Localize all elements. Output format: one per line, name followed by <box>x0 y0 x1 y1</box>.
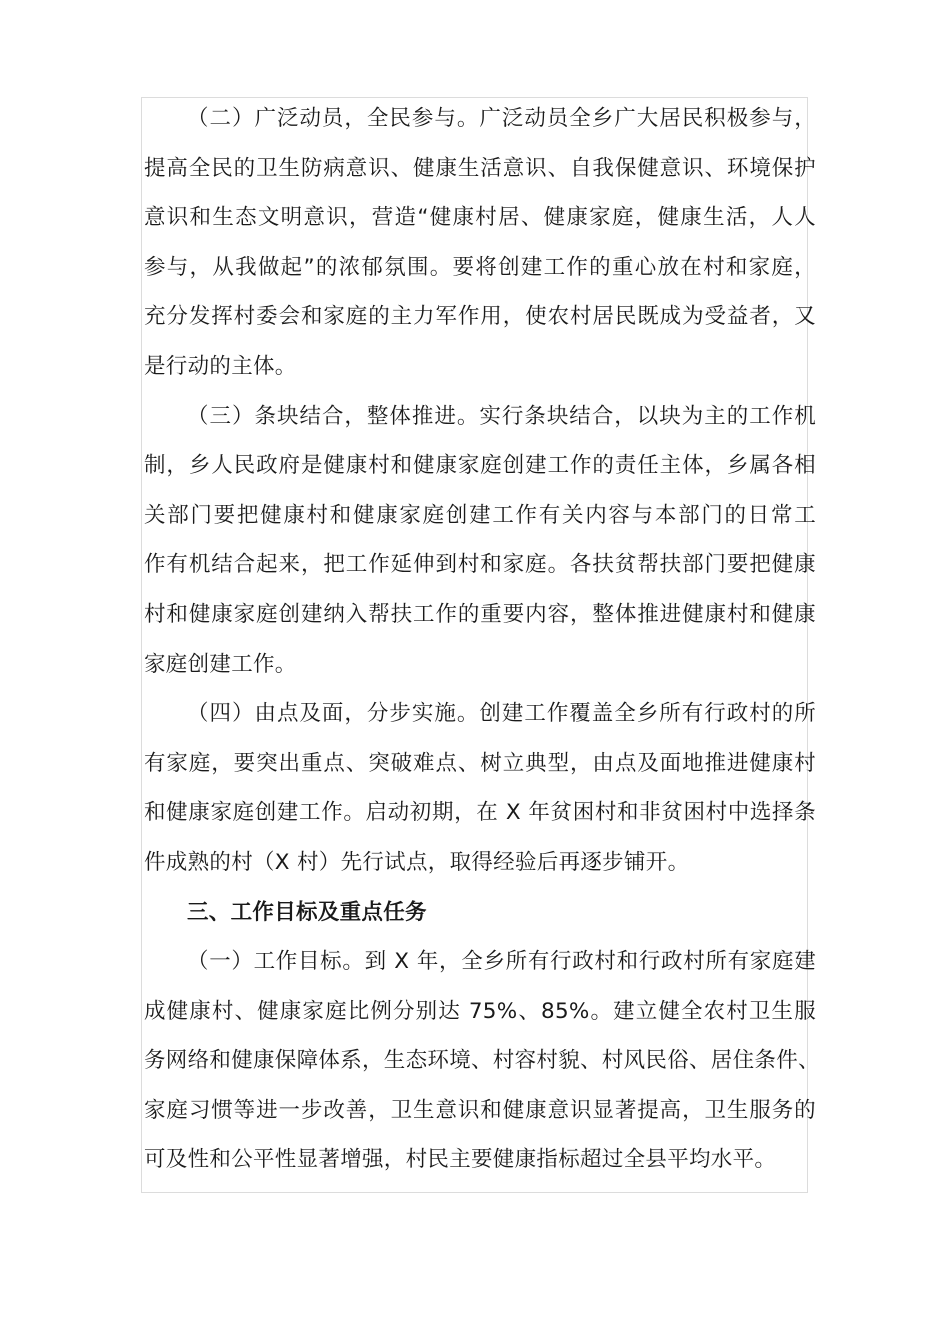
paragraph-integration <box>144 392 816 690</box>
text-line: 有家庭，要突出重点、突破难点、树立典型，由点及面地推进健康村 <box>144 750 816 776</box>
paragraph-goals <box>144 937 820 1185</box>
text-line: （四）由点及面，分步实施。创建工作覆盖全乡所有行政村的所 <box>187 701 816 727</box>
text-line: （二）广泛动员，全民参与。广泛动员全乡广大居民积极参与， <box>187 106 816 131</box>
text-line: （三）条块结合，整体推进。实行条块结合，以块为主的工作机 <box>187 403 816 429</box>
text-line: 意识和生态文明意识，营造“健康村居、健康家庭，健康生活，人人 <box>144 205 816 231</box>
text-line: （一）工作目标。到 X 年，全乡所有行政村和行政村所有家庭建 <box>187 949 816 975</box>
text-line: 充分发挥村委会和家庭的主力军作用，使农村居民既成为受益者，又 <box>144 304 816 330</box>
paragraph-mobilization <box>144 94 816 392</box>
text-line: 务网络和健康保障体系，生态环境、村容村貌、村风民俗、居住条件、 <box>144 1048 820 1074</box>
text-line: 参与，从我做起”的浓郁氛围。要将创建工作的重心放在村和家庭， <box>144 254 816 280</box>
text-line: 关部门要把健康村和健康家庭创建工作有关内容与本部门的日常工 <box>144 502 816 528</box>
document-body <box>144 94 820 1185</box>
text-line: 成健康村、健康家庭比例分别达 75%、85%。建立健全农村卫生服 <box>144 998 816 1024</box>
paragraph-pilot <box>144 689 816 887</box>
text-line: 可及性和公平性显著增强，村民主要健康指标超过全县平均水平。 <box>144 1147 777 1173</box>
text-line: 家庭习惯等进一步改善，卫生意识和健康意识显著提高，卫生服务的 <box>144 1097 816 1123</box>
text-line: 作有机结合起来，把工作延伸到村和家庭。各扶贫帮扶部门要把健康 <box>144 552 816 578</box>
text-line: 村和健康家庭创建纳入帮扶工作的重要内容，整体推进健康村和健康 <box>144 601 816 627</box>
text-line: 件成熟的村（X 村）先行试点，取得经验后再逐步铺开。 <box>144 849 690 875</box>
text-line: 提高全民的卫生防病意识、健康生活意识、自我保健意识、环境保护 <box>144 155 816 181</box>
text-line: 和健康家庭创建工作。启动初期，在 X 年贫困村和非贫困村中选择条 <box>144 800 816 826</box>
section-heading: 三、工作目标及重点任务 <box>187 899 427 925</box>
text-line: 制，乡人民政府是健康村和健康家庭创建工作的责任主体，乡属各相 <box>144 453 816 479</box>
text-line: 是行动的主体。 <box>144 353 297 379</box>
text-line: 家庭创建工作。 <box>144 651 297 677</box>
